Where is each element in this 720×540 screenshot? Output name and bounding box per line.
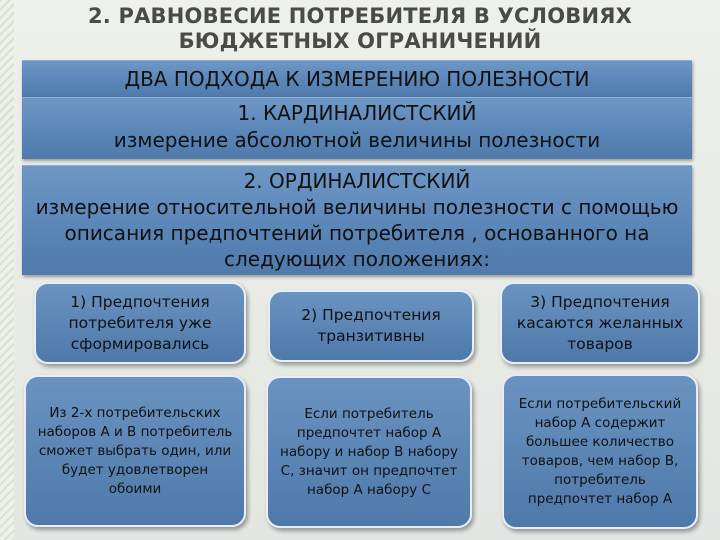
position-1-detail: Из 2-х потребительских наборов А и В потребитель сможет выбрать один, или будет удовлетворен обоими [37, 404, 233, 497]
cardinalist-bar [22, 97, 692, 159]
slide-title-line-2: БЮДЖЕТНЫХ ОГРАНИЧЕНИЙ [178, 29, 542, 53]
position-3-detail: Если потребительский набор А содержит большее количество товаров, чем набор В, потребитель предпочтет набор А [518, 395, 682, 507]
position-2-heading: 2) Предпочтения транзитивны [301, 306, 441, 345]
position-3-heading: 3) Предпочтения касаются желанных товаров [516, 292, 684, 353]
ordinalist-text-line-3: следующих положениях: [224, 247, 490, 271]
cardinalist-text: измерение абсолютной величины полезности [113, 128, 601, 152]
position-2-heading-box [268, 290, 474, 362]
position-2-detail: Если потребитель предпочтет набор А набору и набор В набору С, значит он предпочтет набор А набору С [280, 405, 458, 498]
slide-title [20, 4, 700, 54]
position-1-heading-box [34, 282, 246, 364]
ordinalist-text-line-1: измерение относительной величины полезности с помощью [35, 195, 679, 219]
ordinalist-heading: 2. ОРДИНАЛИСТСКИЙ [243, 169, 471, 193]
slide-title-line-1: 2. РАВНОВЕСИЕ ПОТРЕБИТЕЛЯ В УСЛОВИЯХ [88, 4, 632, 28]
cardinalist-heading: 1. КАРДИНАЛИСТСКИЙ [237, 101, 477, 125]
approaches-header-bar: ДВА ПОДХОДА К ИЗМЕРЕНИЮ ПОЛЕЗНОСТИ [22, 60, 692, 97]
decorative-side-stripe [0, 0, 14, 540]
position-2-detail-box [266, 376, 472, 528]
position-1-detail-box [24, 375, 246, 527]
ordinalist-text-line-2: описания предпочтений потребителя , основанного на [64, 221, 650, 245]
position-1-heading: 1) Предпочтения потребителя уже сформировались [68, 292, 212, 353]
position-3-heading-box [500, 282, 700, 364]
ordinalist-bar [22, 165, 692, 275]
position-3-detail-box [502, 374, 698, 529]
